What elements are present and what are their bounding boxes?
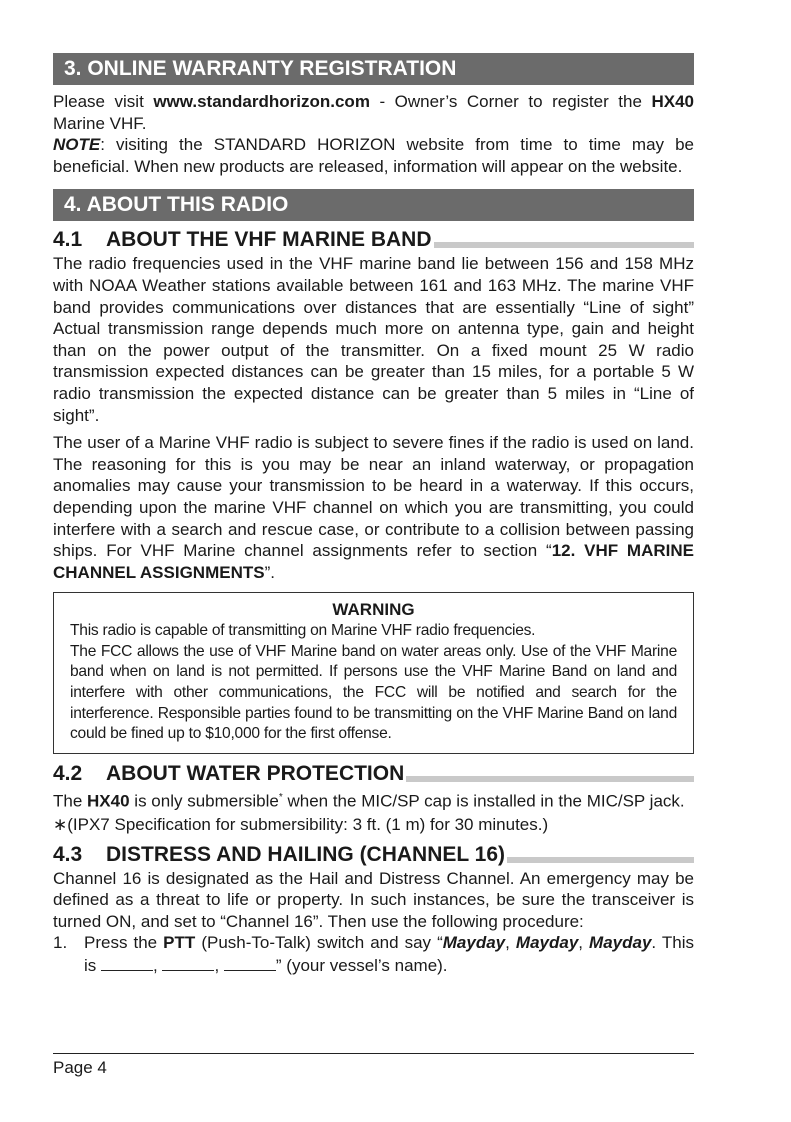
distress-paragraph: Channel 16 is designated as the Hail and Distress Channel. An emergency may be defined as a threat to life or property. In such instances, be sure the transceiver is turned ON, and set to “Channel 16”. Then use the following procedure: bbox=[53, 868, 694, 931]
warning-line-1: This radio is capable of transmitting on Marine VHF radio frequencies. bbox=[70, 622, 536, 640]
subsection-4-2-heading: 4.2 ABOUT WATER PROTECTION bbox=[53, 761, 694, 787]
section-4-heading: 4. ABOUT THIS RADIO bbox=[53, 189, 694, 221]
note-paragraph: NOTE: visiting the STANDARD HORIZON website from time to time may be beneficial. When new products are released, information will appear on the website. bbox=[53, 135, 694, 176]
section-3-heading: 3. ONLINE WARRANTY REGISTRATION bbox=[53, 53, 694, 85]
footer-rule bbox=[53, 1053, 694, 1054]
channel-assignments-ref: 12. VHF MARINE CHANNEL ASSIGNMENTS bbox=[53, 541, 694, 582]
website-url: www.standardhorizon.com bbox=[153, 92, 370, 111]
warning-title: WARNING bbox=[332, 600, 415, 620]
fines-paragraph: The user of a Marine VHF radio is subject to severe fines if the radio is used on land. The reasoning for this is you may be near an inland waterway, or propagation anomalies may cause your transmission to be heard in a waterway. If this occurs, depending upon the marine VHF channel on which you are transmitting, you could interfere with a search and rescue case, or contribute to a collision between passing ships. For VHF Marine channel assignments refer to section “12. VHF MARINE CHANNEL ASSIGNMENTS”. bbox=[53, 433, 694, 582]
vhf-band-paragraph: The radio frequencies used in the VHF marine band lie between 156 and 158 MHz with NOAA Weather stations available between 161 and 163 MHz. The marine VHF band provides communications over distances that are essentially “Line of sight” Actual transmission range depends much more on antenna type, gain and height than on the power output of the transmitter. On a fixed mount 25 W radio transmission expected distances can be greater than 15 miles, for a portable 5 W radio transmission the expected distance can be greater than 5 miles in “Line of sight”. bbox=[53, 254, 694, 425]
warning-body: The FCC allows the use of VHF Marine band on water areas only. Use of the VHF Marine band when on land is not permitted. If persons use the VHF Marine Band on land and interfere with other communications, the FCC will be notified and search for the interference. Responsible parties found to be transmitting on the VHF Marine Band on land could be fined up to $10,000 for the first offense. bbox=[70, 642, 677, 743]
manual-page bbox=[53, 53, 694, 977]
page-number: Page 4 bbox=[53, 1058, 107, 1077]
subsection-4-3-heading: 4.3 DISTRESS AND HAILING (CHANNEL 16) bbox=[53, 842, 694, 868]
vessel-name-blank bbox=[101, 956, 153, 971]
water-protection-paragraph: The HX40 is only submersible* when the MIC/SP cap is installed in the MIC/SP jack. bbox=[53, 791, 685, 811]
model-name: HX40 bbox=[651, 92, 694, 111]
vessel-name-blank bbox=[162, 956, 214, 971]
vessel-name-blank bbox=[224, 956, 276, 971]
warning-box bbox=[53, 592, 694, 754]
note-label: NOTE bbox=[53, 135, 101, 155]
procedure-step-1: 1. Press the PTT (Push-To-Talk) switch and say “Mayday, Mayday, Mayday. This is , , ” (your vessel’s name). bbox=[53, 933, 694, 975]
ipx7-note: ∗(IPX7 Specification for submersibility: 3 ft. (1 m) for 30 minutes.) bbox=[53, 815, 549, 835]
warranty-paragraph: Please visit www.standardhorizon.com - Owner’s Corner to register the HX40 Marine VHF. bbox=[53, 92, 694, 133]
subsection-4-1-heading: 4.1 ABOUT THE VHF MARINE BAND bbox=[53, 227, 694, 253]
